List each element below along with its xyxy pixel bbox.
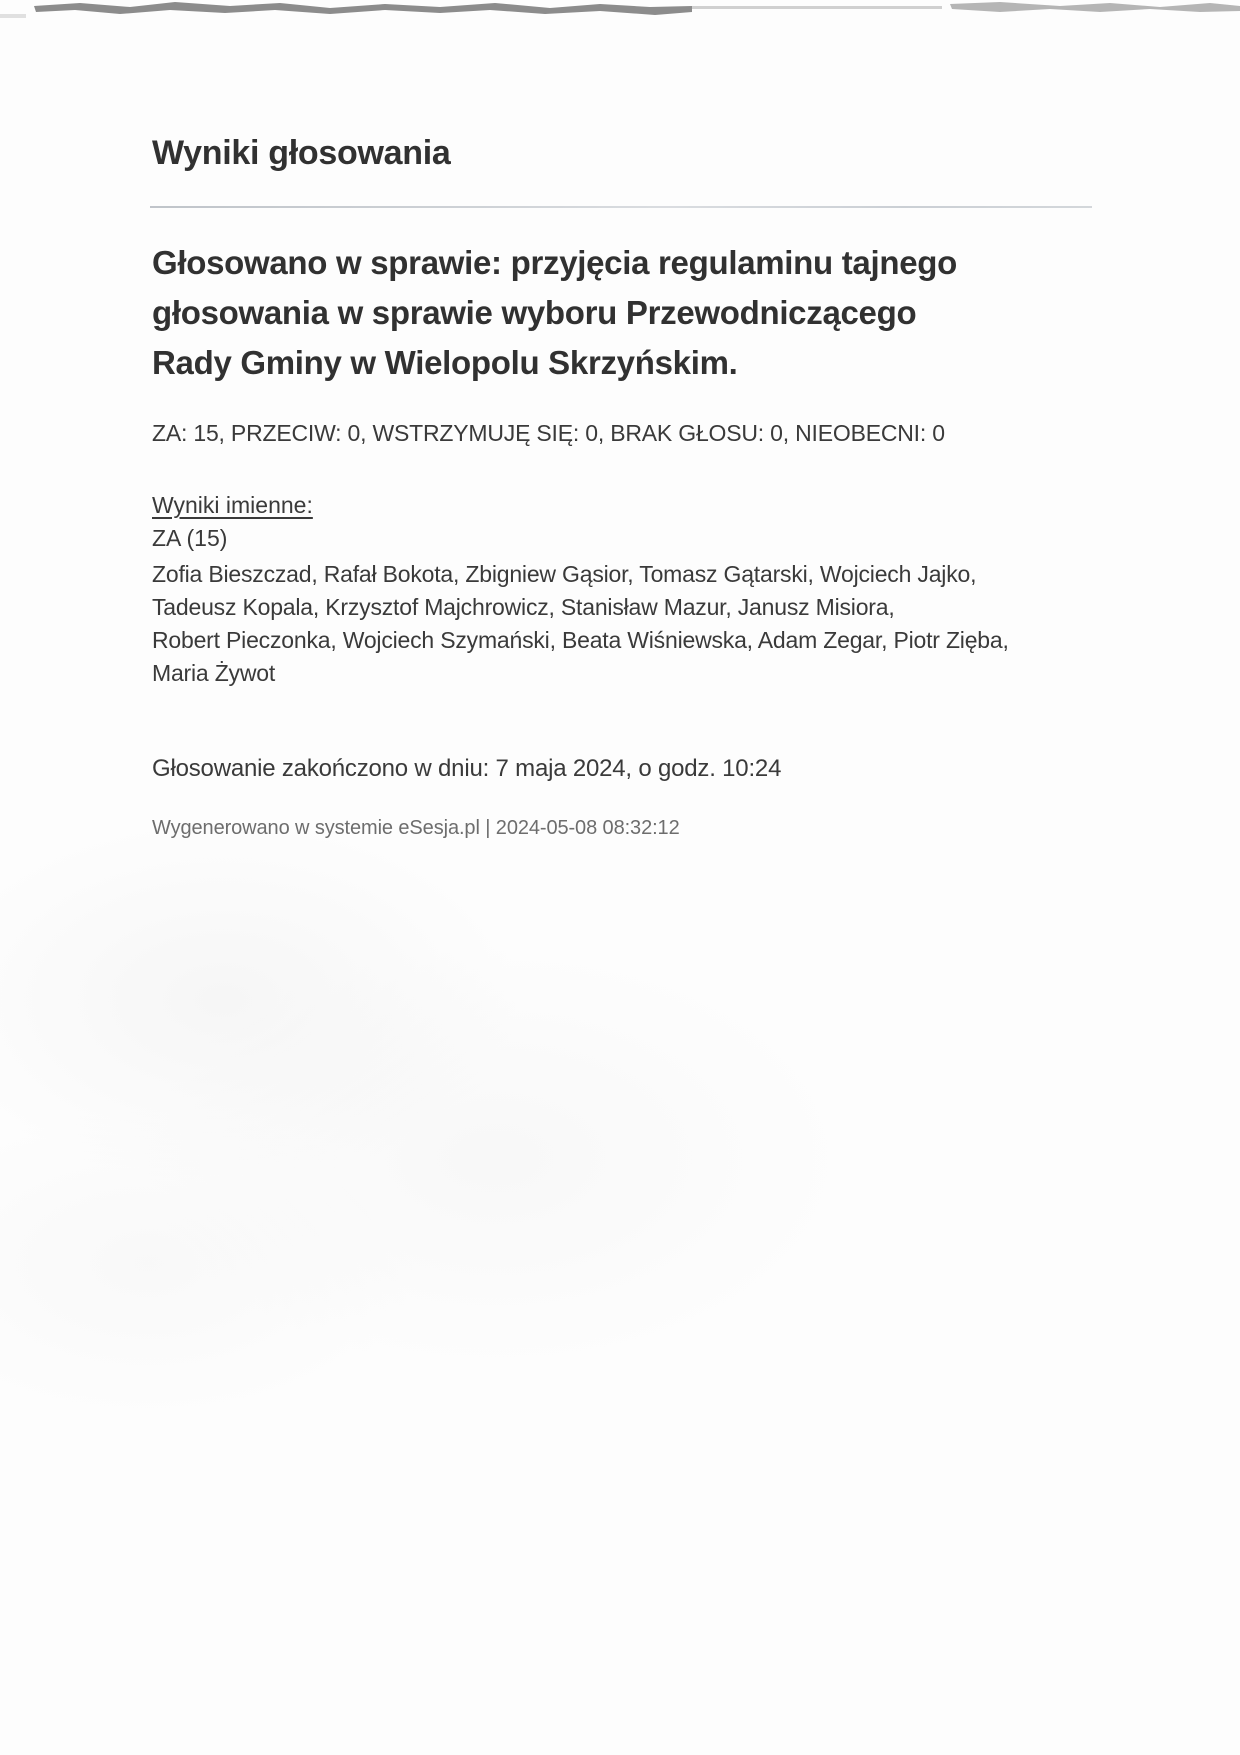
subject-heading-line-2: głosowania w sprawie wyboru Przewodniczącego: [152, 294, 917, 331]
za-names-line-2: Tadeusz Kopala, Krzysztof Majchrowicz, Stanisław Mazur, Janusz Misiora,: [152, 594, 895, 620]
generated-footer-line: Wygenerowano w systemie eSesja.pl | 2024-05-08 08:32:12: [152, 817, 680, 839]
za-names-line-4: Maria Żywot: [152, 660, 276, 686]
za-names-list: [152, 558, 1009, 690]
subject-heading-line-1: Głosowano w sprawie: przyjęcia regulaminu tajnego: [152, 244, 957, 281]
scan-artifact-top-edge: [0, 0, 1240, 24]
named-results-label: Wyniki imienne:: [152, 492, 313, 518]
subject-heading-line-3: Rady Gminy w Wielopolu Skrzyńskim.: [152, 344, 738, 381]
document-title: Wyniki głosowania: [152, 134, 451, 172]
vote-summary-line: ZA: 15, PRZECIW: 0, WSTRZYMUJĘ SIĘ: 0, BRAK GŁOSU: 0, NIEOBECNI: 0: [152, 420, 945, 446]
za-names-line-3: Robert Pieczonka, Wojciech Szymański, Beata Wiśniewska, Adam Zegar, Piotr Zięba,: [152, 627, 1009, 653]
za-group-heading: ZA (15): [152, 525, 228, 551]
vote-subject-heading: [152, 238, 957, 388]
voting-closed-line: Głosowanie zakończono w dniu: 7 maja 2024, o godz. 10:24: [152, 755, 782, 782]
za-names-line-1: Zofia Bieszczad, Rafał Bokota, Zbigniew Gąsior, Tomasz Gątarski, Wojciech Jajko,: [152, 561, 977, 587]
title-divider-line: [150, 206, 1092, 208]
